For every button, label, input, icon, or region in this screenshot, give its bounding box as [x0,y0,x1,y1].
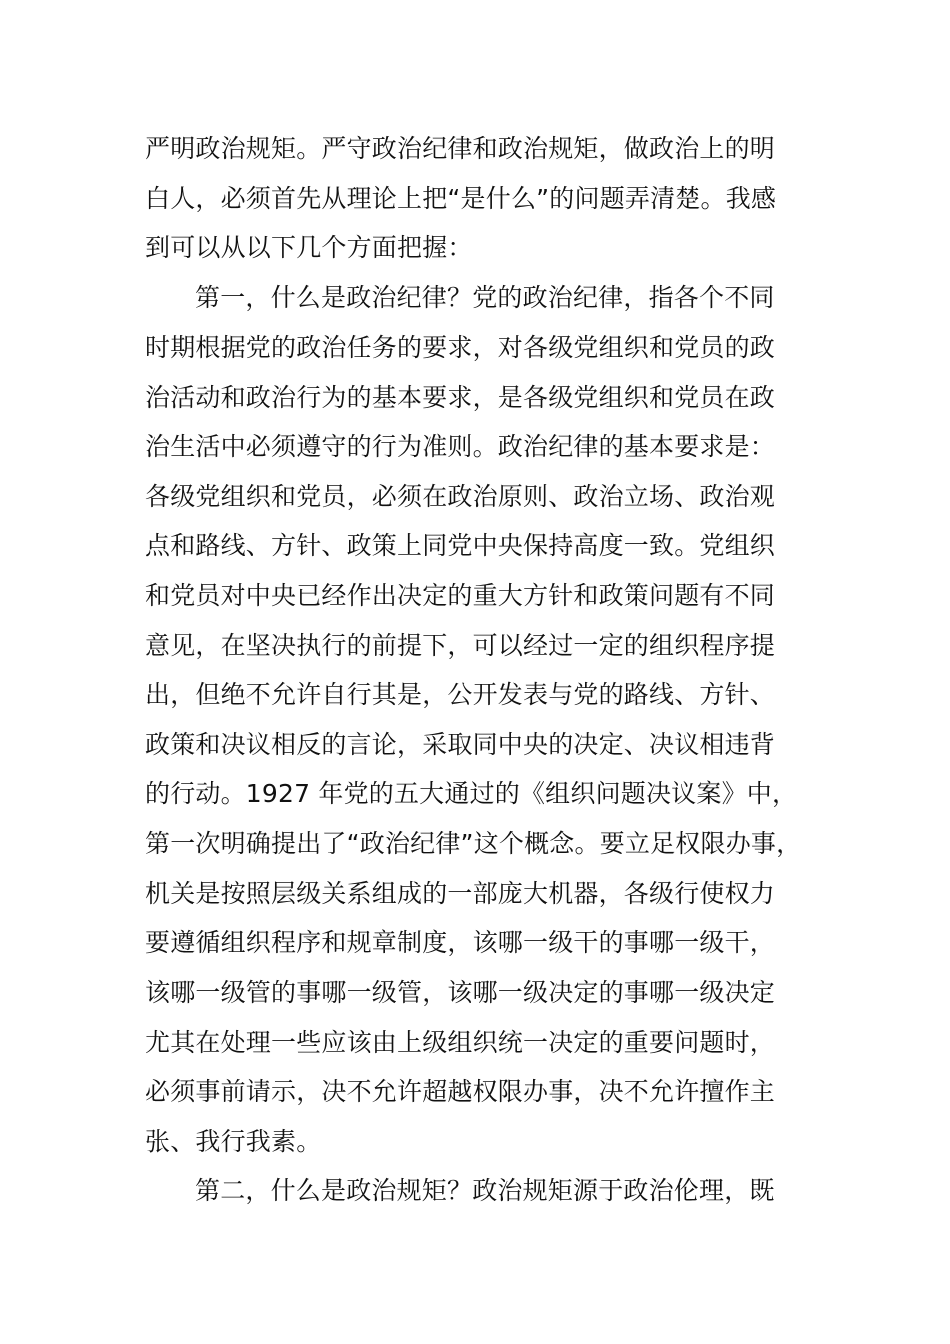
text-line: 白人，必须首先从理论上把“是什么”的问题弄清楚。我感 [145,184,777,213]
text-line: 政策和决议相反的言论，采取同中央的决定、决议相违背 [145,730,776,759]
text-line: 治活动和政治行为的基本要求，是各级党组织和党员在政 [145,383,776,412]
text-line: 到可以从以下几个方面把握： [145,233,473,262]
text-line: 第一次明确提出了“政治纪律”这个概念。要立足权限办事， [145,829,802,858]
text-line: 机关是按照层级关系组成的一部庞大机器，各级行使权力 [145,879,776,908]
text-line: 的行动。1927 年党的五大通过的《组织问题决议案》中， [145,779,798,808]
text-line: 严明政治规矩。严守政治纪律和政治规矩，做政治上的明 [145,134,776,163]
text-line: 要遵循组织程序和规章制度，该哪一级干的事哪一级干， [145,928,776,957]
text-line: 该哪一级管的事哪一级管，该哪一级决定的事哪一级决定 [145,978,776,1007]
text-line: 治生活中必须遵守的行为准则。政治纪律的基本要求是： [145,432,776,461]
text-line: 各级党组织和党员，必须在政治原则、政治立场、政治观 [145,482,776,511]
text-line: 点和路线、方针、政策上同党中央保持高度一致。党组织 [145,531,776,560]
text-line: 张、我行我素。 [145,1127,322,1156]
text-line: 和党员对中央已经作出决定的重大方针和政策问题有不同 [145,581,776,610]
text-line: 意见，在坚决执行的前提下，可以经过一定的组织程序提 [145,631,776,660]
text-line: 尤其在处理一些应该由上级组织统一决定的重要问题时， [145,1028,776,1057]
text-line: 出，但绝不允许自行其是，公开发表与党的路线、方针、 [145,680,776,709]
text-line: 必须事前请示，决不允许超越权限办事，决不允许擅作主 [145,1077,776,1106]
paragraph-start-line: 第一，什么是政治纪律？党的政治纪律，指各个不同 [195,283,775,312]
paragraph-start-line: 第二，什么是政治规矩？政治规矩源于政治伦理，既 [195,1176,775,1205]
text-line: 时期根据党的政治任务的要求，对各级党组织和党员的政 [145,333,776,362]
